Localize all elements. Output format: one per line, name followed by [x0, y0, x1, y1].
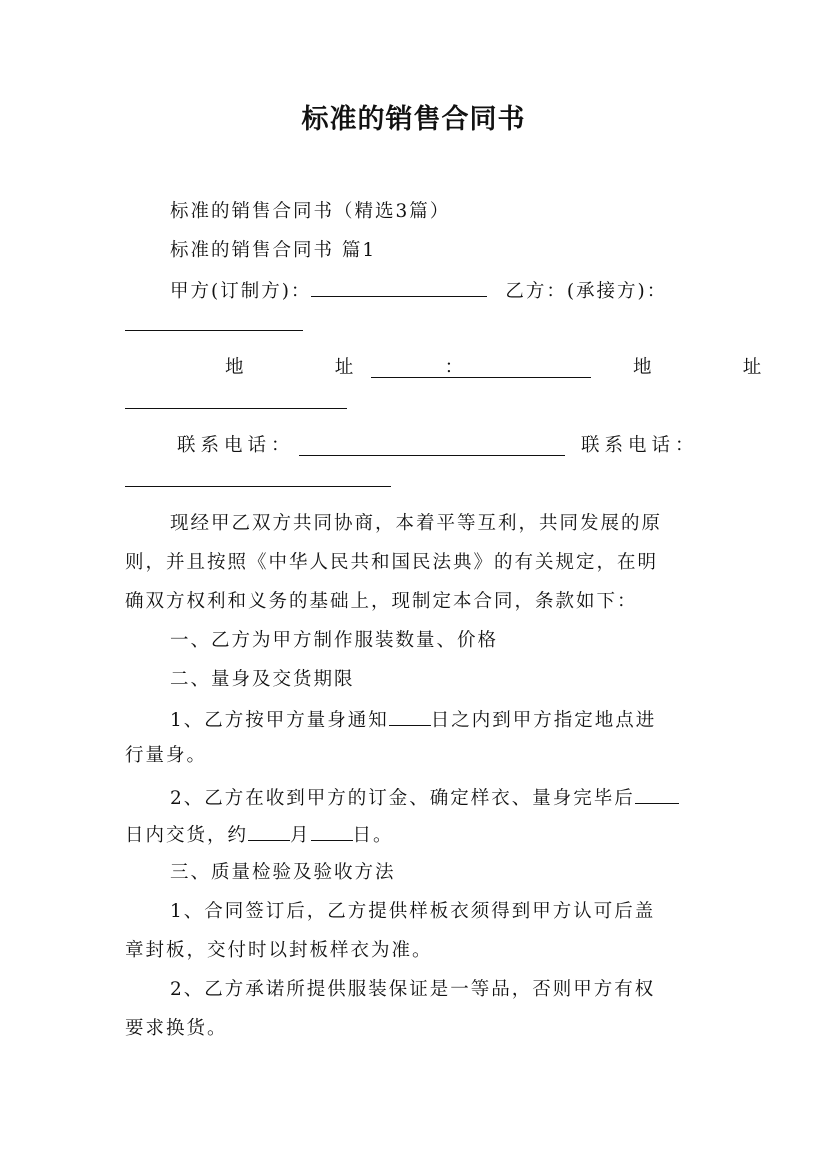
- clause-3-2-line: 2、乙方承诺所提供服装保证是一等品，否则甲方有权: [170, 979, 656, 1000]
- document-title: 标准的销售合同书: [301, 104, 526, 135]
- party-b-blank-line: [125, 311, 705, 339]
- phone-b-blank-line: [125, 467, 705, 495]
- intro-line-3: 确双方权利和义务的基础上，现制定本合同，条款如下：: [125, 591, 638, 612]
- clause-2-2-blank-month: [248, 821, 290, 841]
- section-heading: 标准的销售合同书 篇1: [170, 240, 377, 261]
- phone-label-a: 联系电话：: [177, 435, 295, 456]
- party-b-blank: [125, 311, 303, 331]
- clause-2-2-text-c: 月: [290, 825, 311, 846]
- clause-2-1-text-b: 日之内到甲方指定地点进: [430, 710, 657, 731]
- clause-2-1-cont: 行量身。: [125, 745, 208, 766]
- clause-1: 一、乙方为甲方制作服装数量、价格: [170, 630, 499, 651]
- clause-2-1-blank: [389, 706, 431, 726]
- intro-line-2: 则，并且按照《中华人民共和国民法典》的有关规定，在明: [125, 552, 659, 573]
- phone-a-blank: [299, 436, 565, 456]
- clause-3-1-cont: 章封板，交付时以封板样衣为准。: [125, 940, 433, 961]
- party-b-label: 乙方：(承接方)：: [505, 281, 668, 302]
- clause-2-2-text-b: 日内交货，约: [125, 825, 249, 846]
- address-b-blank-line: [125, 389, 705, 417]
- clause-3: 三、质量检验及验收方法: [170, 862, 396, 883]
- clause-2-2-text-d: 日。: [352, 825, 394, 846]
- clause-3-1-line: 1、合同签订后，乙方提供样板衣须得到甲方认可后盖: [170, 901, 656, 922]
- clause-2-2-cont: [125, 821, 705, 849]
- phone-label-b: 联系电话：: [581, 435, 699, 456]
- address-label-b: 地 址: [633, 357, 770, 378]
- clause-3-2-cont: 要求换货。: [125, 1018, 228, 1039]
- address-label-a: 地 址 ：: [225, 357, 472, 378]
- address-b-blank: [125, 389, 347, 409]
- clause-2-2-text-a: 2、乙方在收到甲方的订金、确定样衣、量身完毕后: [170, 788, 635, 809]
- party-line: [170, 277, 710, 305]
- clause-2-1-line: [170, 706, 750, 734]
- phone-b-blank: [125, 467, 391, 487]
- party-a-label: 甲方(订制方)：: [170, 281, 312, 302]
- clause-2-2-blank-day: [311, 821, 353, 841]
- clause-2-2-line: [170, 784, 750, 812]
- clause-2-2-blank-days: [635, 784, 679, 804]
- subtitle: 标准的销售合同书（精选3篇）: [170, 201, 451, 222]
- address-a-blank: [371, 358, 591, 378]
- clause-2: 二、量身及交货期限: [170, 669, 355, 690]
- intro-line-1: 现经甲乙双方共同协商，本着平等互利，共同发展的原: [170, 513, 663, 534]
- clause-2-1-text-a: 1、乙方按甲方量身通知: [170, 710, 389, 731]
- party-a-blank: [311, 277, 487, 297]
